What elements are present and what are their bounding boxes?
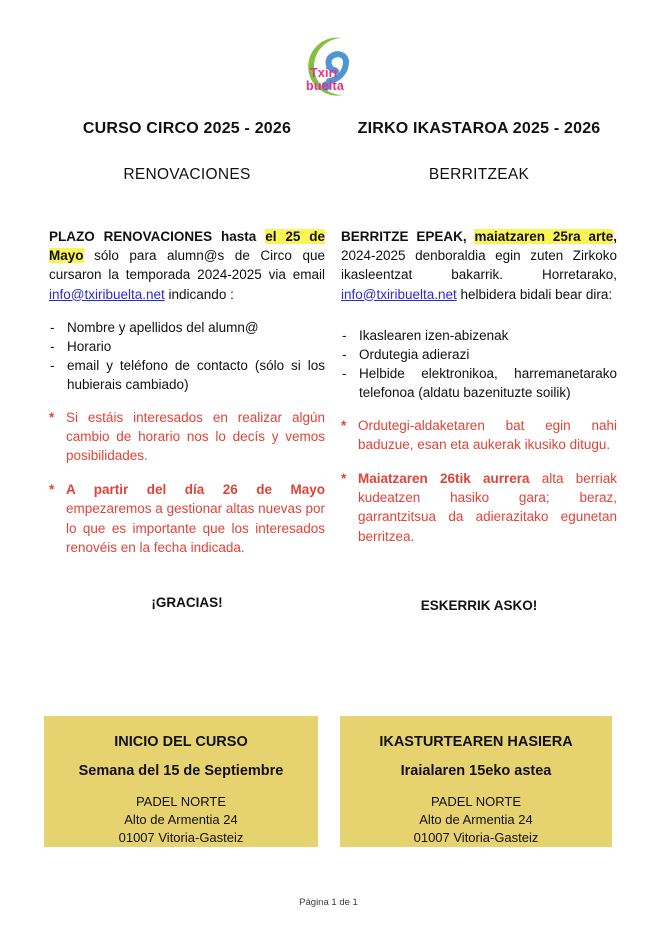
course-title-eu: ZIRKO IKASTAROA 2025 - 2026	[357, 120, 601, 137]
note-text: Ordutegi-aldaketaren bat egin nahi baduzue, esan eta aukerak ikusiko ditugu.	[358, 417, 617, 452]
note-bold-lead: A partir del día 26 de Mayo	[66, 482, 325, 498]
email-link-es[interactable]: info@txiribuelta.net	[49, 286, 165, 302]
note-body: alta berriak kudeatzen hasiko gara; beraz, garrantzitsua da adierazitako egunetan berritzea.	[358, 471, 617, 544]
intro-paragraph-eu	[341, 227, 617, 304]
column-basque	[341, 120, 617, 613]
course-start-box-eu	[340, 716, 612, 847]
list-item	[49, 356, 325, 394]
logo-wordmark	[306, 66, 345, 93]
dash-bullet: -	[50, 319, 55, 335]
after-highlight-comma: ,	[613, 229, 617, 244]
schedule-change-note-es	[49, 408, 325, 466]
renewal-info-list-es	[49, 318, 325, 395]
box-subtitle-es: Semana del 15 de Septiembre	[78, 763, 284, 779]
new-signups-note-es	[49, 480, 325, 557]
column-spanish	[49, 120, 325, 610]
deadline-highlight-es: el 25 de Mayo	[49, 229, 326, 264]
dash-bullet: -	[342, 366, 347, 382]
list-item	[49, 337, 325, 356]
asterisk-marker: *	[49, 482, 55, 498]
list-item	[341, 364, 617, 402]
address-line: Alto de Armentia 24	[419, 812, 533, 827]
thanks-text-es: ¡GRACIAS!	[151, 595, 223, 611]
thanks-text-eu: ESKERRIK ASKO!	[420, 597, 538, 613]
asterisk-marker: *	[341, 417, 347, 433]
note-bold-lead: Maiatzaren 26tik aurrera	[358, 471, 530, 487]
logo-text-line2: buelta	[306, 79, 345, 93]
intro-tail-eu: helbidera bidali bear dira:	[460, 286, 613, 302]
txiribuelta-logo	[296, 36, 368, 98]
intro-tail-es: indicando :	[168, 286, 234, 302]
asterisk-marker: *	[341, 471, 347, 487]
section-subtitle-eu: BERRITZEAK	[428, 166, 530, 183]
list-item-text: email y teléfono de contacto (sólo si los hubierais cambiado)	[67, 358, 325, 393]
intro-body-es: sólo para alumn@s de Circo que cursaron la temporada 2024-2025 via email	[49, 248, 325, 283]
note-text: Si estáis interesados en realizar algún cambio de horario nos lo decís y vemos posibilidades.	[66, 409, 325, 464]
list-item	[341, 345, 617, 364]
dash-bullet: -	[342, 327, 347, 343]
dash-bullet: -	[342, 347, 347, 363]
address-line: 01007 Vitoria-Gasteiz	[118, 830, 244, 845]
list-item	[49, 318, 325, 337]
list-item-text: Ikaslearen izen-abizenak	[359, 327, 509, 343]
note-body: empezaremos a gestionar altas nuevas por lo que es importante que los interesados renovéis en la fecha indicada.	[66, 501, 325, 555]
box-title-eu: IKASTURTEAREN HASIERA	[379, 734, 573, 750]
section-subtitle-es: RENOVACIONES	[123, 166, 251, 183]
intro-bold-lead-es: PLAZO RENOVACIONES hasta	[49, 229, 257, 244]
address-line: Alto de Armentia 24	[124, 812, 238, 827]
page-footer: Página 1 de 1	[299, 897, 358, 908]
intro-bold-lead-eu: BERRITZE EPEAK,	[341, 229, 467, 244]
list-item-text: Horario	[67, 339, 112, 355]
email-link-eu[interactable]: info@txiribuelta.net	[341, 286, 457, 302]
address-line: 01007 Vitoria-Gasteiz	[413, 830, 539, 845]
box-title-es: INICIO DEL CURSO	[114, 734, 248, 750]
schedule-change-note-eu	[341, 416, 617, 454]
deadline-highlight-eu: maiatzaren 25ra arte	[474, 229, 614, 244]
intro-paragraph-es	[49, 227, 325, 304]
note-text	[66, 480, 325, 557]
asterisk-marker: *	[49, 409, 55, 425]
address-line: PADEL NORTE	[430, 794, 522, 809]
intro-body-eu: 2024-2025 denboraldia egin zuten Zirkoko ikasleentzat bakarrik. Horretarako,	[341, 248, 617, 283]
list-item-text: Ordutegia adierazi	[359, 347, 470, 363]
note-text	[358, 469, 617, 546]
course-start-box-es	[44, 716, 318, 847]
renewal-info-list-eu	[341, 326, 617, 403]
list-item	[341, 326, 617, 345]
dash-bullet: -	[50, 339, 55, 355]
address-line: PADEL NORTE	[135, 794, 227, 809]
logo-text-line1: Txiri	[310, 66, 338, 80]
course-title-es: CURSO CIRCO 2025 - 2026	[82, 120, 292, 137]
box-subtitle-eu: Iraialaren 15eko astea	[400, 763, 552, 779]
dash-bullet: -	[50, 358, 55, 374]
list-item-text: Helbide elektronikoa, harremanetarako telefonoa (aldatu bazenituzte soilik)	[359, 366, 617, 401]
new-signups-note-eu	[341, 469, 617, 546]
list-item-text: Nombre y apellidos del alumn@	[67, 319, 259, 335]
